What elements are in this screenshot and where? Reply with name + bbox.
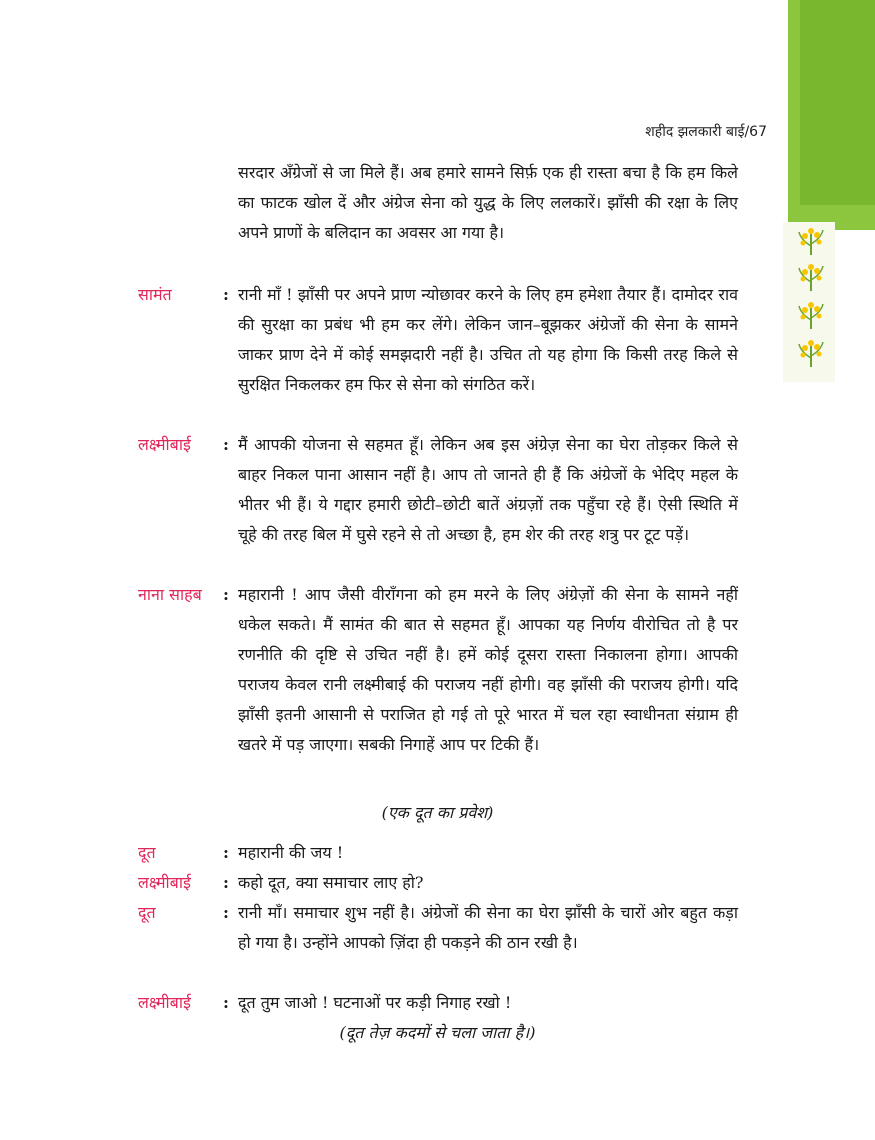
dialogue-text: रानी माँ ! झाँसी पर अपने प्राण न्योछावर करने के लिए हम हमेशा तैयार हैं। दामोदर राव की सुरक्षा का प्रबंध भी हम कर लेंगे। लेकिन जान–बूझकर अंग्रेजों की सेना के सामने जाकर प्राण देने में कोई समझदारी नहीं है। उचित तो यह होगा कि किसी तरह किले से सुरक्षित निकलकर हम फिर से सेना को संगठित करें।	[238, 285, 738, 394]
speaker-colon: :	[223, 843, 229, 862]
green-side-band-inner	[800, 0, 875, 205]
speaker-name: दूत	[138, 903, 156, 922]
yellow-flower-icon	[795, 262, 827, 292]
speaker-name: लक्ष्मीबाई	[138, 993, 191, 1012]
dialogue-text: सरदार अँग्रेजों से जा मिले हैं। अब हमारे सामने सिर्फ़ एक ही रास्ता बचा है कि हम किले का फाटक खोल दें और अंग्रेज सेना को युद्ध के लिए ललकारें। झाँसी की रक्षा के लिए अपने प्राणों के बलिदान का अवसर आ गया है।	[238, 163, 738, 242]
dialogue-text: रानी माँ। समाचार शुभ नहीं है। अंग्रेजों की सेना का घेरा झाँसी के चारों ओर बहुत कड़ा हो गया है। उन्होंने आपको ज़िंदा ही पकड़ने की ठान रखी है।	[238, 903, 738, 952]
page-header: शहीद झलकारी बाई/67	[645, 124, 767, 140]
speaker-colon: :	[223, 873, 229, 892]
speaker-name: लक्ष्मीबाई	[138, 873, 191, 892]
yellow-flower-icon	[795, 226, 827, 256]
speaker-colon: :	[223, 903, 229, 922]
dialogue-text: दूत तुम जाओ ! घटनाओं पर कड़ी निगाह रखो !	[238, 993, 512, 1012]
speaker-colon: :	[223, 993, 229, 1012]
stage-direction: (दूत तेज़ कदमों से चला जाता है।)	[339, 1023, 536, 1042]
speaker-colon: :	[223, 285, 229, 304]
speaker-name: नाना साहब	[138, 585, 202, 604]
speaker-name: सामंत	[138, 285, 172, 304]
yellow-flower-icon	[795, 300, 827, 330]
speaker-name: दूत	[138, 843, 156, 862]
dialogue-text: महारानी की जय !	[238, 843, 344, 862]
yellow-flower-icon	[795, 338, 827, 368]
stage-direction: (एक दूत का प्रवेश)	[381, 803, 494, 822]
dialogue-text: कहो दूत, क्या समाचार लाए हो?	[238, 873, 424, 892]
speaker-colon: :	[223, 585, 229, 604]
dialogue-text: मैं आपकी योजना से सहमत हूँ। लेकिन अब इस अंग्रेज़ सेना का घेरा तोड़कर किले से बाहर निकल पाना आसान नहीं है। आप तो जानते ही हैं कि अंग्रेजों के भेदिए महल के भीतर भी हैं। ये गद्दार हमारी छोटी–छोटी बातें अंग्रज़ों तक पहुँचा रहे हैं। ऐसी स्थिति में चूहे की तरह बिल में घुसे रहने से तो अच्छा है, हम शेर की तरह शत्रु पर टूट पड़ें।	[238, 435, 738, 544]
speaker-name: लक्ष्मीबाई	[138, 435, 191, 454]
speaker-colon: :	[223, 435, 229, 454]
dialogue-text: महारानी ! आप जैसी वीराँगना को हम मरने के लिए अंग्रेज़ों की सेना के सामने नहीं धकेल सकते। मैं सामंत की बात से सहमत हूँ। आपका यह निर्णय वीरोचित तो है पर रणनीति की दृष्टि से उचित नहीं है। हमें कोई दूसरा रास्ता निकालना होगा। आपकी पराजय केवल रानी लक्ष्मीबाई की पराजय नहीं होगी। वह झाँसी की पराजय होगी। यदि झाँसी इतनी आसानी से पराजित हो गई तो पूरे भारत में चल रहा स्वाधीनता संग्राम ही खतरे में पड़ जाएगा। सबकी निगाहें आप पर टिकी हैं।	[238, 585, 738, 754]
